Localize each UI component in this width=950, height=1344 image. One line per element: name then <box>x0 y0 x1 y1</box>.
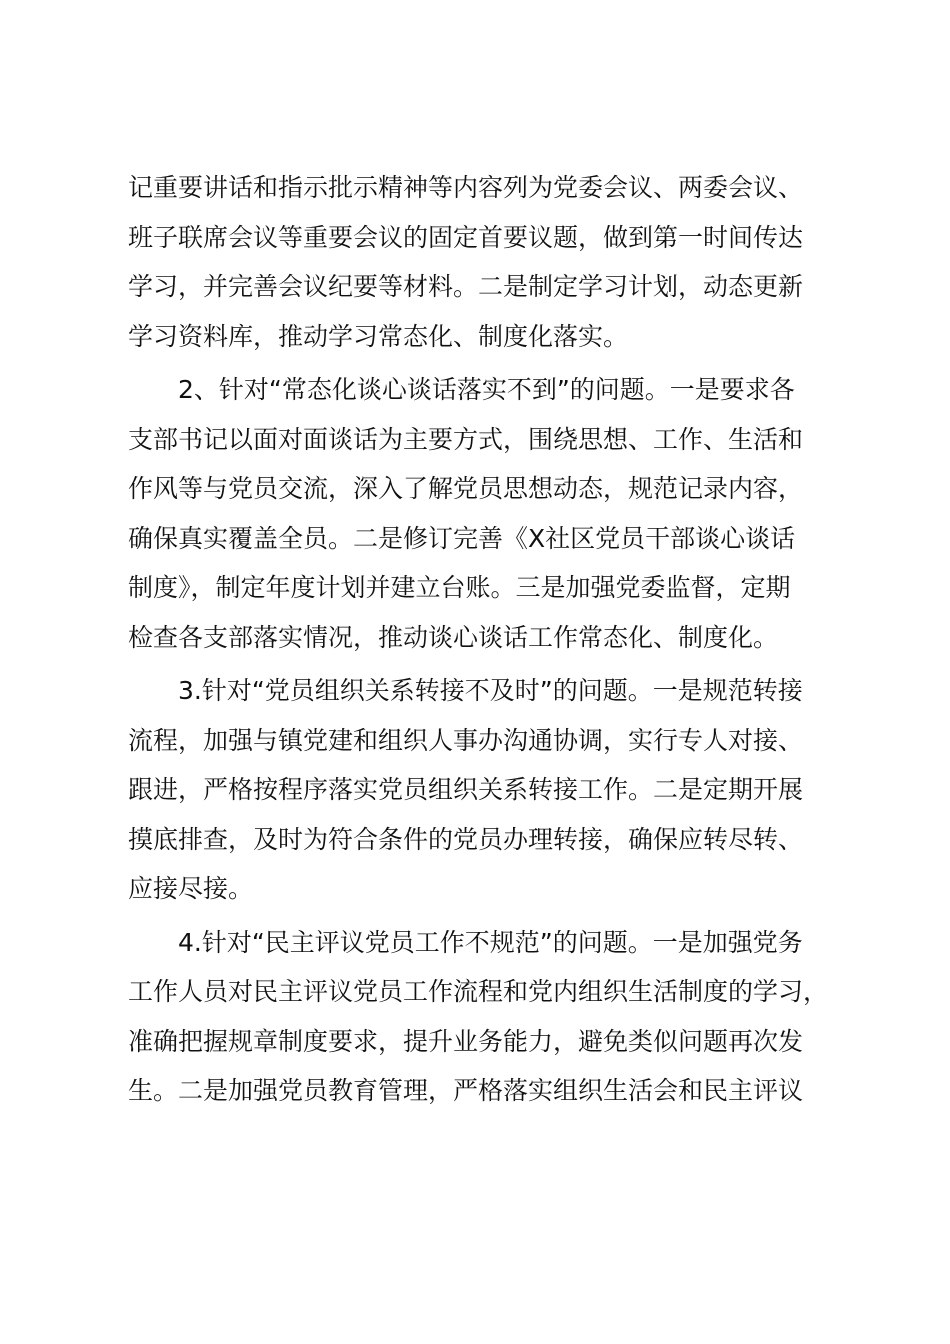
text-line: 班子联席会议等重要会议的固定首要议题，做到第一时间传达 <box>128 222 804 252</box>
text-line: 工作人员对民主评议党员工作流程和党内组织生活制度的学习， <box>128 977 829 1006</box>
text-line: 应接尽接。 <box>128 874 254 903</box>
text-line: 流程，加强与镇党建和组织人事办沟通协调，实行专人对接、 <box>128 725 804 755</box>
text-line-first: 2、针对“常态化谈心谈话落实不到”的问题。一是要求各 <box>178 375 795 404</box>
paragraph-item-4 <box>128 918 828 1116</box>
paragraph-item-2 <box>128 365 828 662</box>
text-line: 跟进，严格按程序落实党员组织关系转接工作。二是定期开展 <box>128 775 804 804</box>
text-line: 准确把握规章制度要求，提升业务能力，避免类似问题再次发 <box>128 1026 804 1056</box>
text-line: 记重要讲话和指示批示精神等内容列为党委会议、两委会议、 <box>128 173 804 202</box>
document-body <box>128 163 828 1120</box>
text-line: 学习，并完善会议纪要等材料。二是制定学习计划，动态更新 <box>128 272 804 301</box>
text-line: 生。二是加强党员教育管理，严格落实组织生活会和民主评议 <box>128 1076 804 1105</box>
text-line: 制度》，制定年度计划并建立台账。三是加强党委监督，定期 <box>128 573 791 602</box>
text-line: 支部书记以面对面谈话为主要方式，围绕思想、工作、生活和 <box>128 424 804 454</box>
text-line-first: 3.针对“党员组织关系转接不及时”的问题。一是规范转接 <box>178 676 803 705</box>
paragraph-item-3 <box>128 666 828 914</box>
text-line-first: 4.针对“民主评议党员工作不规范”的问题。一是加强党务 <box>178 927 803 957</box>
paragraph-continuation <box>128 163 828 361</box>
text-line: 摸底排查，及时为符合条件的党员办理转接，确保应转尽转、 <box>128 824 804 854</box>
text-line: 检查各支部落实情况，推动谈心谈话工作常态化、制度化。 <box>128 622 779 652</box>
text-line: 学习资料库，推动学习常态化、制度化落实。 <box>128 321 629 351</box>
text-line: 确保真实覆盖全员。二是修订完善《X社区党员干部谈心谈话 <box>128 523 796 553</box>
text-line: 作风等与党员交流，深入了解党员思想动态，规范记录内容， <box>128 474 804 503</box>
